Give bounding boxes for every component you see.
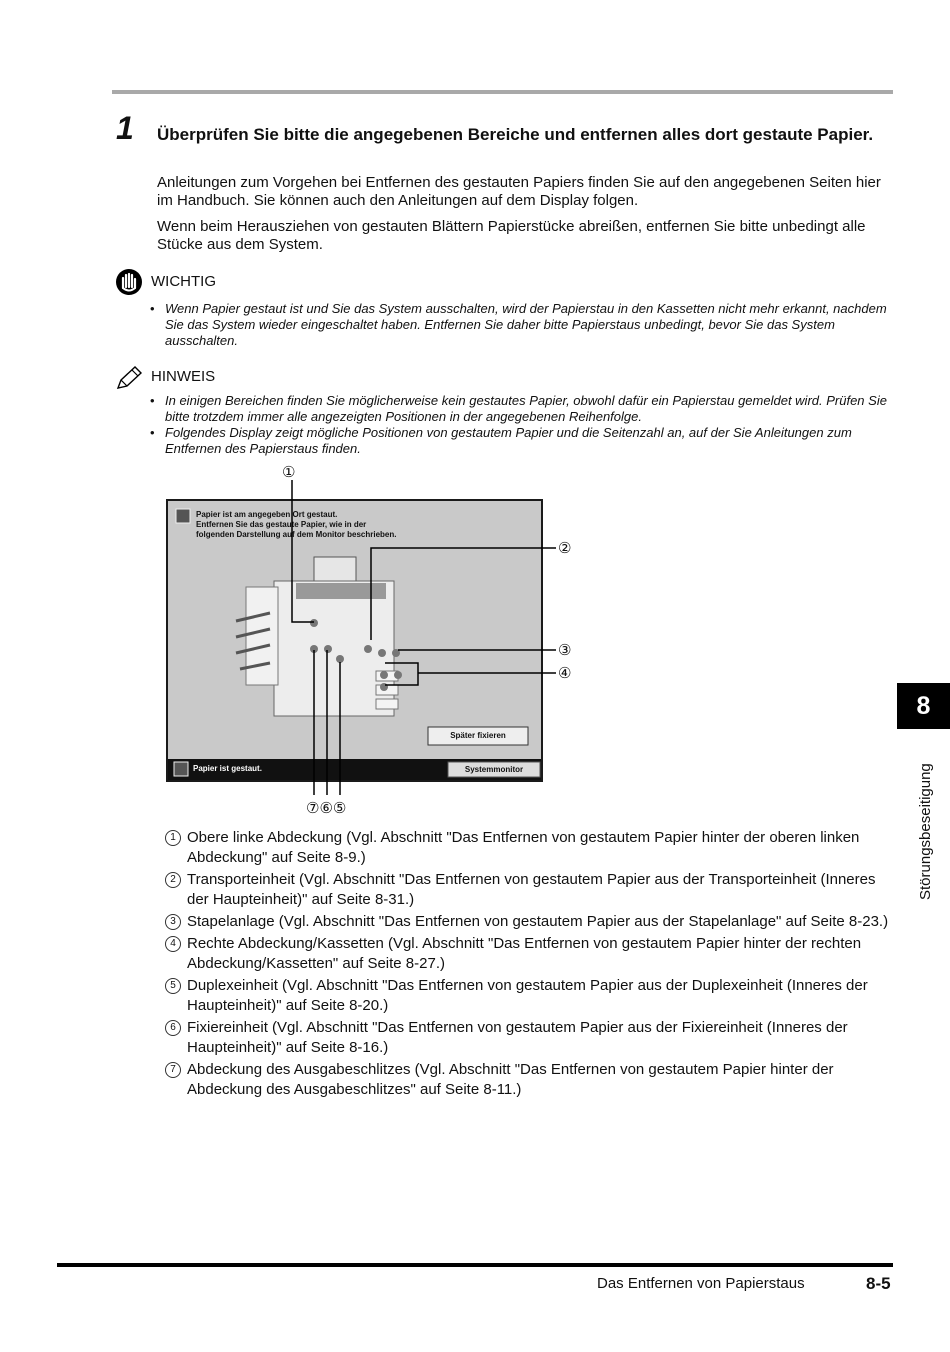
callout-4: ④ (558, 665, 572, 682)
item-text: Duplexeinheit (Vgl. Abschnitt "Das Entfernen von gestautem Papier aus der Duplexeinheit (Inneres der Haupteinheit)" auf Seite 8-20.) (187, 977, 868, 1014)
callout-1: ① (282, 464, 296, 481)
intro-paragraph-1: Anleitungen zum Vorgehen bei Entfernen des gestauten Papiers finden Sie auf den angegebenen Seiten hier im Handbuch. Sie können auch den Anleitungen auf dem Display folgen. (157, 174, 881, 209)
screen-status-text: Papier ist gestaut. (193, 764, 262, 773)
important-heading: WICHTIG (151, 273, 216, 290)
footer-title: Das Entfernen von Papierstaus (597, 1275, 805, 1292)
list-item (165, 828, 893, 868)
chapter-title-vertical: Störungsbeseitigung (917, 763, 934, 900)
list-item (165, 912, 893, 932)
item-text: Obere linke Abdeckung (Vgl. Abschnitt "Das Entfernen von gestautem Papier hinter der oberen linken Abdeckung" auf Seite 8-9.) (187, 829, 860, 866)
callout-2: ② (558, 540, 572, 557)
note-heading: HINWEIS (151, 368, 216, 385)
list-item (165, 1018, 893, 1058)
item-number: 7 (165, 1062, 181, 1078)
item-number: 5 (165, 978, 181, 994)
fix-later-button[interactable]: Später fixieren (450, 731, 506, 740)
list-item (165, 976, 893, 1016)
item-text: Fixiereinheit (Vgl. Abschnitt "Das Entfernen von gestautem Papier aus der Fixiereinheit (Inneres der Haupteinheit)" auf Seite 8-16.) (187, 1019, 848, 1056)
callout-3: ③ (558, 642, 572, 659)
note-bullet: • In einigen Bereichen finden Sie möglicherweise kein gestautes Papier, obwohl dafür ein Papierstau gemeldet wird. Prüfen Sie bitte trotzdem immer alle angezeigten Positionen in der angegebenen Reihenfolge. (150, 393, 895, 425)
item-text: Stapelanlage (Vgl. Abschnitt "Das Entfernen von gestautem Papier aus der Stapelanlage" auf Seite 8-23.) (187, 913, 889, 930)
item-number: 3 (165, 914, 181, 930)
list-item (165, 870, 893, 910)
item-text: Rechte Abdeckung/Kassetten (Vgl. Abschnitt "Das Entfernen von gestautem Papier hinter der rechten Abdeckung/Kassetten" auf Seite 8-27.) (187, 935, 862, 972)
item-number: 4 (165, 936, 181, 952)
screen-message-line-1: Papier ist am angegeben Ort gestaut. (196, 510, 338, 519)
step-number: 1 (116, 110, 134, 146)
jam-location-list (165, 828, 893, 1102)
bottom-rule (57, 1263, 893, 1267)
item-number: 1 (165, 830, 181, 846)
item-text: Abdeckung des Ausgabeschlitzes (Vgl. Abschnitt "Das Entfernen von gestautem Papier hinter der Abdeckung des Ausgabeschlitzes" auf Seite 8-11.) (187, 1061, 834, 1098)
callout-7-6-5: ⑦⑥⑤ (306, 800, 347, 817)
chapter-tab: 8 (897, 683, 950, 729)
list-item (165, 1060, 893, 1100)
page-number: 8-5 (866, 1274, 891, 1293)
important-bullet: • Wenn Papier gestaut ist und Sie das System ausschalten, wird der Papierstau in den Kassetten nicht mehr erkannt, nachdem Sie das System wieder eingeschaltet haben. Entfernen Sie daher bitte Papierstaus unbedingt, bevor Sie das System ausschalten. (150, 301, 895, 349)
screen-message-line-2: Entfernen Sie das gestaute Papier, wie in der (196, 520, 367, 529)
step-title: Überprüfen Sie bitte die angegebenen Bereiche und entfernen alles dort gestaute Papier. (157, 125, 874, 144)
note-bullet: • Folgendes Display zeigt mögliche Positionen von gestautem Papier und die Seitenzahl an, auf der Sie Anleitungen zum Entfernen des Papierstaus finden. (150, 425, 895, 457)
item-text: Transporteinheit (Vgl. Abschnitt "Das Entfernen von gestautem Papier aus der Transporteinheit (Inneres der Haupteinheit)" auf Seite 8-31.) (187, 871, 876, 908)
item-number: 2 (165, 872, 181, 888)
system-monitor-button[interactable]: Systemmonitor (464, 765, 524, 774)
intro-paragraph-2: Wenn beim Herausziehen von gestauten Blättern Papierstücke abreißen, entfernen Sie bitte unbedingt alle Stücke aus dem System. (157, 218, 866, 253)
screen-message-line-3: folgenden Darstellung auf dem Monitor beschrieben. (196, 530, 397, 539)
item-number: 6 (165, 1020, 181, 1036)
list-item (165, 934, 893, 974)
